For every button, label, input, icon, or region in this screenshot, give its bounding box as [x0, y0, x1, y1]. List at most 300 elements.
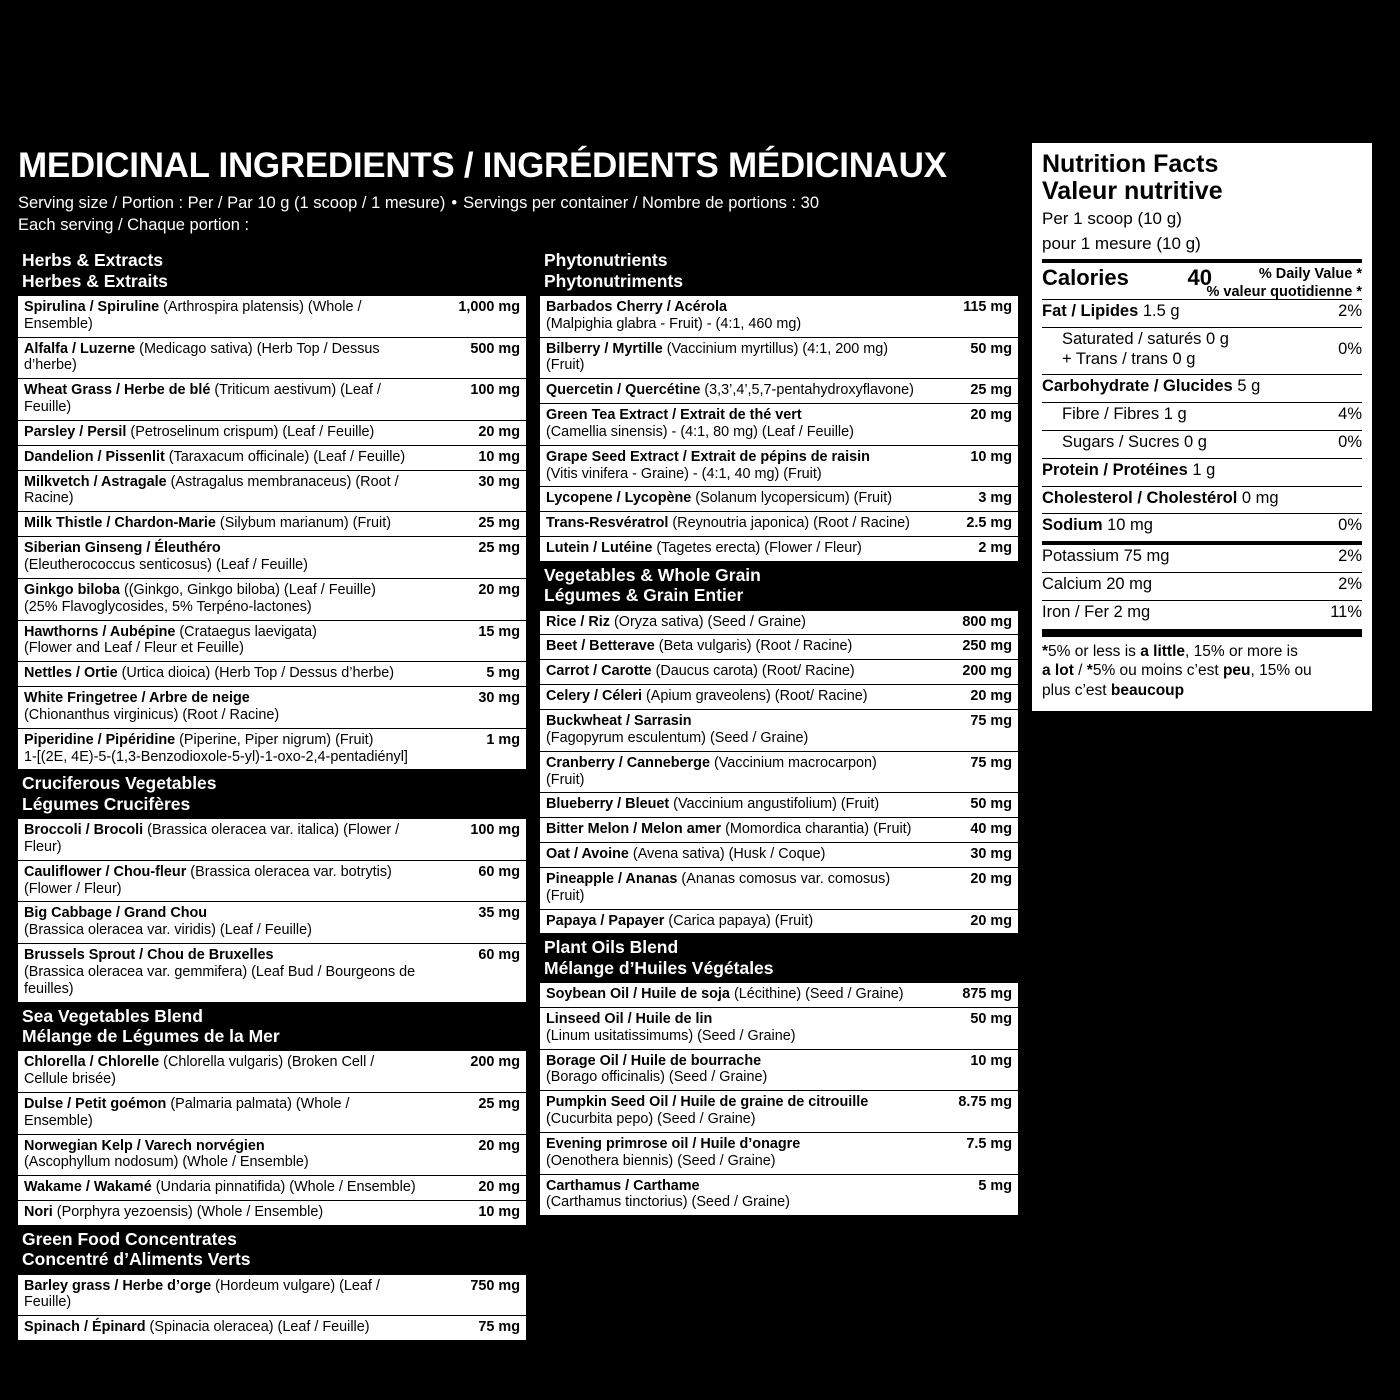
daily-value-header-en: % Daily Value *: [1258, 265, 1362, 282]
nutrient-value: 10 mg: [1107, 516, 1153, 535]
ingredient-name: White Fringetree / Arbre de neige: [24, 690, 250, 707]
ingredient-cell: [18, 1176, 428, 1201]
ingredient-cell: [540, 537, 920, 561]
ingredient-cell: [540, 709, 920, 751]
table-row: [540, 379, 1018, 404]
table-row: [540, 909, 1018, 933]
nutrient-value: 1.5 g: [1142, 302, 1180, 321]
ingredient-amount: 25 mg: [428, 1092, 526, 1134]
table-plant-oils: [540, 983, 1018, 1215]
ingredient-amount: 250 mg: [920, 635, 1018, 660]
ingredient-detail-line2: (Carthamus tinctorius) (Seed / Graine): [546, 1194, 790, 1211]
ingredient-detail: (3,3’,4’,5,7-pentahydroxyflavone): [704, 382, 914, 399]
nutrition-serving-en: Per 1 scoop (10 g): [1042, 209, 1182, 228]
nutrient-value: 1 g: [1163, 405, 1187, 424]
nutrient-value: 5 g: [1237, 377, 1261, 396]
ingredient-name: Trans-Resvératrol: [546, 515, 669, 532]
ingredient-name: Barley grass / Herbe d’orge: [24, 1277, 212, 1294]
section-heading-plant-oils: [540, 933, 1018, 983]
section-heading-phytonutrients: [540, 246, 1018, 296]
ingredient-name: Soybean Oil / Huile de soja: [546, 986, 730, 1002]
ingredient-amount: 25 mg: [428, 537, 526, 579]
table-row: [540, 867, 1018, 909]
ingredient-detail: (Oryza sativa) (Seed / Graine): [613, 613, 806, 630]
ingredient-amount: 20 mg: [920, 685, 1018, 710]
section-heading-fr: Concentré d’Aliments Verts: [22, 1249, 251, 1270]
nutrient-percent: 2%: [1338, 575, 1362, 593]
ingredient-amount: 200 mg: [428, 1051, 526, 1092]
ingredient-amount: 2.5 mg: [920, 512, 1018, 537]
ingredient-detail: (Vaccinium angustifolium) (Fruit): [673, 796, 880, 813]
ingredient-name: Broccoli / Brocoli: [24, 822, 144, 839]
ingredient-detail: (Palmaria palmata) (Whole / Ensemble): [24, 1095, 350, 1129]
ingredient-amount: 500 mg: [428, 337, 526, 379]
ingredient-cell: [18, 1051, 428, 1092]
ingredient-detail: (Porphyra yezoensis) (Whole / Ensemble): [56, 1204, 324, 1221]
column-right: [540, 246, 1018, 1340]
table-row: [540, 404, 1018, 446]
table-row: [540, 751, 1018, 793]
footnote-star-2: *: [1086, 662, 1093, 680]
ingredient-cell: [540, 337, 920, 379]
column-left: [18, 246, 526, 1340]
ingredient-name: Milk Thistle / Chardon-Marie: [24, 515, 216, 532]
ingredient-name: Ginkgo biloba: [24, 581, 120, 598]
ingredient-cell: [18, 470, 428, 512]
ingredient-detail-line2: (Vitis vinifera - Graine) - (4:1, 40 mg) (Fruit): [546, 465, 822, 482]
ingredient-detail: (Piperine, Piper nigrum) (Fruit): [179, 731, 374, 748]
section-heading-green-food: [18, 1225, 526, 1275]
nutrient-percent: 0%: [1338, 516, 1362, 535]
table-row: [18, 537, 526, 579]
nutrient-label: Carbohydrate / Glucides: [1042, 377, 1233, 396]
section-heading-sea-vegetables: [18, 1002, 526, 1052]
separator-dot: •: [451, 193, 458, 212]
table-row: [18, 1201, 526, 1225]
ingredient-amount: 50 mg: [920, 793, 1018, 818]
ingredient-detail: (Medicago sativa) (Herb Top / Dessus d’herbe): [24, 340, 380, 374]
ingredient-detail: (Vaccinium macrocarpon) (Fruit): [546, 754, 877, 788]
nutrient-value: 0 g: [1183, 433, 1207, 452]
ingredient-name: Green Tea Extract / Extrait de thé vert: [546, 407, 802, 424]
ingredient-cell: [540, 909, 920, 933]
ingredient-cell: [540, 793, 920, 818]
ingredient-name: Carrot / Carotte: [546, 663, 652, 680]
table-row: [18, 578, 526, 620]
ingredient-cell: [540, 635, 920, 660]
table-vegetables-whole-grain: [540, 611, 1018, 934]
nutrient-row-sodium: [1042, 514, 1362, 537]
divider: [1042, 259, 1362, 263]
ingredient-name: Cranberry / Canneberge: [546, 754, 710, 771]
ingredient-cell: [18, 578, 428, 620]
ingredient-cell: [540, 379, 920, 404]
ingredient-name: Spinach / Épinard: [24, 1319, 146, 1336]
ingredient-amount: 1 mg: [486, 731, 520, 748]
nutrient-percent: 4%: [1338, 405, 1362, 424]
ingredient-detail: (Ananas comosus var. comosus) (Fruit): [546, 870, 891, 904]
nutrition-serving-fr: pour 1 mesure (10 g): [1042, 234, 1201, 254]
ingredient-name: Chlorella / Chlorelle: [24, 1054, 160, 1071]
section-heading-en: Green Food Concentrates: [22, 1228, 237, 1249]
ingredient-detail: (Crataegus laevigata): [179, 623, 317, 640]
table-row: [18, 337, 526, 379]
ingredient-detail-line2: (Brassica oleracea var. viridis) (Leaf / Feuille): [24, 922, 312, 939]
ingredient-detail-line2: (Camellia sinensis) - (4:1, 80 mg) (Leaf / Feuille): [546, 423, 854, 440]
ingredient-detail: (Lécithine) (Seed / Graine): [733, 986, 904, 1002]
table-row: [540, 445, 1018, 487]
section-heading-cruciferous: [18, 769, 526, 819]
ingredient-amount: 10 mg: [920, 1049, 1018, 1091]
footnote-text-2: , 15% or more is: [1185, 642, 1298, 660]
daily-value-footnote: [1042, 642, 1362, 701]
ingredient-amount: 15 mg: [428, 620, 526, 662]
nutrient-value: 2 mg: [1113, 602, 1151, 621]
ingredient-name: Pineapple / Ananas: [546, 870, 678, 887]
servings-per-container-text: Servings per container / Nombre de portions : 30: [463, 193, 819, 212]
ingredient-detail: (Carica papaya) (Fruit): [668, 912, 814, 929]
ingredient-detail-line2: (Ascophyllum nodosum) (Whole / Ensemble): [24, 1154, 309, 1171]
ingredient-columns: [18, 246, 1018, 1340]
nutrient-value: 20 mg: [1106, 575, 1153, 593]
nutrient-label: Protein / Protéines: [1042, 460, 1188, 479]
section-heading-fr: Légumes Crucifères: [22, 793, 191, 814]
ingredient-amount: 1,000 mg: [428, 296, 526, 337]
ingredient-name: Brussels Sprout / Chou de Bruxelles: [24, 947, 274, 964]
ingredient-cell: [18, 445, 428, 470]
table-row: [18, 1176, 526, 1201]
ingredient-detail: (Solanum lycopersicum) (Fruit): [695, 490, 892, 507]
ingredient-amount: 10 mg: [478, 1204, 520, 1221]
ingredient-cell: [540, 1091, 920, 1133]
section-heading-en: Cruciferous Vegetables: [22, 773, 217, 794]
ingredient-detail-line2: (Chionanthus virginicus) (Root / Racine): [24, 706, 280, 723]
table-green-food: [18, 1275, 526, 1341]
ingredient-amount: 60 mg: [478, 947, 520, 964]
section-heading-en: Phytonutrients: [544, 250, 668, 271]
section-heading-en: Vegetables & Whole Grain: [544, 565, 761, 585]
ingredient-detail-line2: (Fagopyrum esculentum) (Seed / Graine): [546, 729, 809, 746]
ingredient-name: Bilberry / Myrtille: [546, 340, 663, 357]
table-row: [18, 445, 526, 470]
nutrient-label: + Trans / trans: [1062, 349, 1168, 368]
ingredient-name: Wheat Grass / Herbe de blé: [24, 382, 211, 399]
ingredient-amount: 75 mg: [920, 709, 1018, 751]
footnote-text-4: 5% ou moins c’est: [1092, 662, 1223, 680]
divider: [1042, 629, 1362, 637]
table-row: [18, 1092, 526, 1134]
table-row: [540, 537, 1018, 561]
nutrient-percent: 2%: [1338, 302, 1362, 321]
ingredient-cell: [18, 512, 428, 537]
page-title: MEDICINAL INGREDIENTS / INGRÉDIENTS MÉDICINAUX: [18, 146, 947, 185]
table-row: [18, 687, 526, 729]
nutrition-title-en: Nutrition Facts: [1042, 150, 1219, 178]
ingredient-amount: 50 mg: [920, 1007, 1018, 1049]
ingredient-name: Nori: [24, 1204, 53, 1221]
table-row: [540, 337, 1018, 379]
calories-value: 40: [1187, 265, 1212, 291]
ingredient-cell: [540, 1174, 920, 1215]
ingredient-name: Evening primrose oil / Huile d’onagre: [546, 1135, 801, 1152]
nutrient-label: Sugars / Sucres: [1062, 433, 1180, 452]
ingredient-cell: [18, 1316, 428, 1340]
ingredient-amount: 8.75 mg: [920, 1091, 1018, 1133]
ingredient-detail: (Petroselinum crispum) (Leaf / Feuille): [130, 423, 375, 440]
ingredient-detail: (Reynoutria japonica) (Root / Racine): [672, 515, 910, 532]
nutrient-row-fat: [1042, 300, 1362, 323]
nutrient-label: Calcium: [1042, 575, 1102, 593]
ingredient-name: Quercetin / Quercétine: [546, 382, 701, 399]
ingredient-amount: 200 mg: [920, 660, 1018, 685]
ingredient-cell: [540, 611, 920, 635]
nutrient-row-calcium: [1042, 573, 1362, 596]
ingredient-cell: [540, 296, 920, 337]
table-row: [540, 983, 1018, 1007]
ingredient-detail-line2: (Borago officinalis) (Seed / Graine): [546, 1069, 768, 1086]
nutrient-row-iron: [1042, 601, 1362, 624]
ingredient-name: Cauliflower / Chou-fleur: [24, 863, 187, 880]
table-row: [18, 860, 526, 902]
table-row: [540, 1132, 1018, 1174]
ingredient-detail: (Astragalus membranaceus) (Root / Racine): [24, 473, 399, 507]
ingredient-detail: (Avena sativa) (Husk / Coque): [632, 846, 826, 863]
ingredient-cell: [18, 620, 428, 662]
ingredient-detail: (Triticum aestivum) (Leaf / Feuille): [24, 382, 381, 416]
section-heading-vegetables: [540, 561, 1018, 611]
ingredient-name: Big Cabbage / Grand Chou: [24, 905, 208, 922]
ingredient-amount: 115 mg: [920, 296, 1018, 337]
ingredient-amount: 10 mg: [428, 445, 526, 470]
section-heading-en: Sea Vegetables Blend: [22, 1005, 203, 1026]
ingredient-name: Linseed Oil / Huile de lin: [546, 1010, 713, 1027]
section-heading-fr: Phytonutriments: [544, 270, 684, 291]
nutrient-row-cholesterol: [1042, 487, 1362, 510]
nutrient-label: Fat / Lipides: [1042, 302, 1139, 321]
table-row: [18, 819, 526, 860]
ingredient-detail: (Beta vulgaris) (Root / Racine): [658, 638, 853, 655]
ingredient-name: Barbados Cherry / Acérola: [546, 298, 728, 315]
footnote-star: *: [1042, 642, 1049, 660]
ingredient-detail: (Urtica dioica) (Herb Top / Dessus d’herbe): [121, 665, 395, 682]
table-row: [18, 944, 526, 1002]
footnote-emphasis-2: a lot: [1042, 662, 1074, 680]
ingredient-amount: 20 mg: [920, 404, 1018, 446]
ingredient-detail: ((Ginkgo, Ginkgo biloba) (Leaf / Feuille): [123, 581, 376, 598]
nutrition-title-fr: Valeur nutritive: [1042, 176, 1223, 205]
ingredient-cell: [18, 1201, 428, 1225]
ingredient-detail-line2: (Brassica oleracea var. gemmifera) (Leaf Bud / Bourgeons de feuilles): [24, 963, 416, 997]
ingredient-detail-line2: (Malpighia glabra - Fruit) - (4:1, 460 mg): [546, 315, 802, 332]
ingredient-detail: (Arthrospira platensis) (Whole / Ensemble): [24, 298, 362, 332]
table-row: [540, 512, 1018, 537]
table-row: [540, 635, 1018, 660]
nutrient-row-fibre: [1042, 403, 1362, 426]
ingredient-amount: 50 mg: [920, 337, 1018, 379]
ingredient-name: Parsley / Persil: [24, 423, 127, 440]
ingredient-amount: 20 mg: [428, 1134, 526, 1176]
table-row: [540, 487, 1018, 512]
ingredient-cell: [540, 1049, 920, 1091]
ingredient-name: Carthamus / Carthame: [546, 1177, 700, 1194]
ingredient-detail: (Silybum marianum) (Fruit): [219, 515, 392, 532]
ingredient-name: Beet / Betterave: [546, 638, 655, 655]
ingredient-cell: [540, 983, 920, 1007]
ingredient-name: Buckwheat / Sarrasin: [546, 712, 692, 729]
ingredient-cell: [18, 537, 428, 579]
ingredient-name: Borage Oil / Huile de bourrache: [546, 1052, 762, 1069]
nutrition-facts-panel: [1032, 143, 1372, 711]
ingredient-amount: 20 mg: [428, 1176, 526, 1201]
serving-info: [18, 192, 1018, 237]
section-heading-en: Plant Oils Blend: [544, 937, 679, 958]
nutrient-label: Cholesterol / Cholestérol: [1042, 488, 1238, 507]
ingredient-detail-line2: (Oenothera biennis) (Seed / Graine): [546, 1152, 776, 1169]
footnote-emphasis-3: peu: [1222, 662, 1251, 680]
ingredient-cell: [540, 445, 920, 487]
footnote-text-5: , 15% ou: [1250, 662, 1312, 680]
nutrient-row-protein: [1042, 459, 1362, 482]
ingredient-name: Papaya / Papayer: [546, 912, 665, 929]
ingredient-cell: [18, 860, 428, 902]
ingredient-detail-line2: (Linum usitatissimums) (Seed / Graine): [546, 1027, 796, 1044]
table-row: [18, 902, 526, 944]
ingredient-amount: 35 mg: [428, 902, 526, 944]
ingredient-name: Celery / Céleri: [546, 688, 642, 705]
table-row: [18, 662, 526, 687]
ingredient-name: Dulse / Petit goémon: [24, 1095, 167, 1112]
table-row: [18, 728, 526, 769]
nutrient-row-potassium: [1042, 545, 1362, 568]
ingredient-amount: 60 mg: [428, 860, 526, 902]
ingredient-detail-line2: (Flower / Fleur): [24, 880, 122, 897]
ingredient-name: Pumpkin Seed Oil / Huile de graine de citrouille: [546, 1094, 869, 1111]
ingredient-detail-line2: (Flower and Leaf / Fleur et Feuille): [24, 640, 244, 657]
ingredient-cell: [18, 1275, 428, 1316]
ingredient-name: Blueberry / Bleuet: [546, 796, 670, 813]
ingredient-amount: 40 mg: [920, 818, 1018, 843]
table-row: [540, 1007, 1018, 1049]
ingredient-cell: [540, 1007, 920, 1049]
nutrient-percent: 2%: [1338, 547, 1362, 566]
nutrient-value: 0 g: [1172, 349, 1196, 368]
ingredient-amount: 5 mg: [978, 1177, 1012, 1194]
ingredient-cell: [18, 944, 428, 1002]
footnote-emphasis-4: beaucoup: [1110, 682, 1185, 700]
ingredient-detail: (Tagetes erecta) (Flower / Fleur): [656, 540, 862, 557]
ingredient-amount: 30 mg: [920, 843, 1018, 868]
ingredient-cell: [18, 819, 428, 860]
ingredient-cell: [540, 1132, 920, 1174]
nutrient-row-sugars: [1042, 431, 1362, 454]
ingredient-detail: (Spinacia oleracea) (Leaf / Feuille): [149, 1319, 370, 1336]
ingredient-name: Lutein / Lutéine: [546, 540, 653, 557]
ingredient-name: Milkvetch / Astragale: [24, 473, 167, 490]
ingredient-name: Hawthorns / Aubépine: [24, 623, 176, 640]
ingredient-detail: (Daucus carota) (Root/ Racine): [655, 663, 855, 680]
ingredient-name: Dandelion / Pissenlit: [24, 448, 165, 465]
table-row: [540, 843, 1018, 868]
ingredient-cell: [18, 902, 428, 944]
ingredient-cell: [540, 512, 920, 537]
ingredient-detail-line2: (25% Flavoglycosides, 5% Terpéno-lactones): [24, 598, 312, 615]
table-row: [18, 379, 526, 421]
nutrient-value: 1 g: [1192, 460, 1216, 479]
nutrient-row-saturated-trans: [1042, 328, 1362, 371]
ingredient-amount: 30 mg: [428, 470, 526, 512]
ingredient-name: Bitter Melon / Melon amer: [546, 821, 722, 838]
ingredient-detail-line2: (Cucurbita pepo) (Seed / Graine): [546, 1111, 756, 1128]
section-heading-fr: Légumes & Grain Entier: [544, 585, 744, 606]
table-row: [540, 660, 1018, 685]
ingredient-name: Piperidine / Pipéridine: [24, 731, 176, 748]
section-heading-herbs: [18, 246, 526, 296]
ingredient-detail: (Momordica charantia) (Fruit): [725, 821, 912, 838]
ingredient-cell: [18, 662, 428, 687]
footnote-text-3: /: [1073, 662, 1087, 680]
medicinal-ingredients-panel: [18, 148, 1018, 1340]
table-row: [18, 1051, 526, 1092]
ingredient-amount: 20 mg: [428, 420, 526, 445]
table-row: [540, 685, 1018, 710]
ingredient-amount: 3 mg: [920, 487, 1018, 512]
ingredient-amount: 7.5 mg: [920, 1132, 1018, 1174]
nutrient-label: Saturated / saturés: [1062, 329, 1202, 348]
ingredient-cell: [18, 379, 428, 421]
ingredient-name: Norwegian Kelp / Varech norvégien: [24, 1137, 265, 1154]
table-cruciferous: [18, 819, 526, 1002]
ingredient-cell: [540, 751, 920, 793]
footnote-text-6: plus c’est: [1042, 682, 1111, 700]
nutrient-label: Sodium: [1042, 516, 1103, 535]
ingredient-amount: 10 mg: [920, 445, 1018, 487]
table-row: [540, 1091, 1018, 1133]
ingredient-detail: (Brassica oleracea var. botrytis): [190, 863, 392, 880]
ingredient-name: Siberian Ginseng / Éleuthéro: [24, 540, 221, 557]
ingredient-amount: 30 mg: [428, 687, 526, 729]
ingredient-amount: 800 mg: [920, 611, 1018, 635]
each-serving-text: Each serving / Chaque portion :: [18, 216, 250, 235]
table-row: [18, 1275, 526, 1316]
ingredient-amount: 5 mg: [428, 662, 526, 687]
ingredient-name: Oat / Avoine: [546, 846, 629, 863]
ingredient-amount: 875 mg: [920, 983, 1018, 1007]
ingredient-cell: [18, 337, 428, 379]
ingredient-amount: 750 mg: [428, 1275, 526, 1316]
section-heading-fr: Mélange d’Huiles Végétales: [544, 957, 774, 978]
ingredient-detail: (Chlorella vulgaris) (Broken Cell / Cellule brisée): [24, 1054, 375, 1088]
ingredient-amount: 20 mg: [428, 578, 526, 620]
ingredient-name: Spirulina / Spiruline: [24, 298, 160, 315]
table-row: [540, 793, 1018, 818]
ingredient-cell: [18, 728, 428, 769]
ingredient-cell: [18, 1134, 428, 1176]
table-row: [540, 818, 1018, 843]
daily-value-header-fr: % valeur quotidienne *: [1206, 283, 1362, 300]
ingredient-amount: 75 mg: [478, 1319, 520, 1336]
ingredient-amount: 2 mg: [978, 540, 1012, 557]
footnote-emphasis-1: a little: [1140, 642, 1186, 660]
table-sea-vegetables: [18, 1051, 526, 1225]
table-row: [540, 1049, 1018, 1091]
ingredient-detail: (Undaria pinnatifida) (Whole / Ensemble): [155, 1179, 416, 1196]
ingredient-cell: [540, 660, 920, 685]
table-row: [18, 1316, 526, 1340]
ingredient-cell: [18, 296, 428, 337]
nutrient-value: 0 mg: [1241, 488, 1279, 507]
ingredient-detail: (Apium graveolens) (Root/ Racine): [646, 688, 868, 705]
ingredient-detail: (Taraxacum officinale) (Leaf / Feuille): [168, 448, 406, 465]
